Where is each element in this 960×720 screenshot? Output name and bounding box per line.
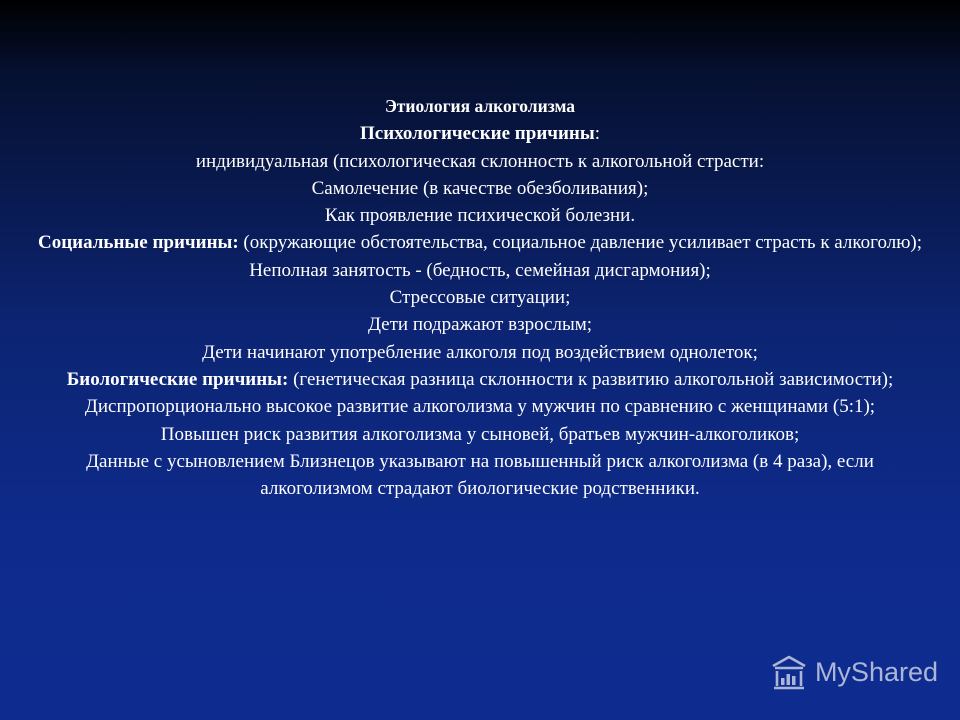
psychological-causes-heading: Психологические причины [360,123,595,145]
watermark-text: MyShared [814,656,938,687]
social-causes-heading: Социальные причины: [37,232,239,254]
social-cause-underemployment: Неполная занятость - (бедность, семейная дисгармония); [249,259,711,281]
slide-content [30,93,930,502]
social-causes-paragraph [30,229,930,256]
psychological-cause-mental-illness: Как проявление психической болезни. [324,205,636,227]
psychological-causes-heading-line [30,120,930,147]
social-cause-imitation: Дети подражают взрослым; [367,314,593,336]
biological-cause-male-ratio: Диспропорционально высокое развитие алкоголизма у мужчин по сравнению с женщинами (5:1); [84,396,876,418]
biological-causes-heading: Биологические причины: [66,368,289,390]
psychological-cause-self-medication: Самолечение (в качестве обезболивания); [311,177,649,199]
building-chart-icon [769,652,809,692]
psychological-causes-colon: : [594,123,600,145]
myshared-watermark [769,652,938,692]
psychological-cause-individual: индивидуальная (психологическая склонность к алкогольной страсти: [195,150,765,172]
biological-causes-paragraph [30,366,930,393]
biological-cause-sons-brothers: Повышен риск развития алкоголизма у сыновей, братьев мужчин-алкоголиков; [160,423,800,445]
slide-title: Этиология алкоголизма [384,96,576,116]
social-causes-text: (окружающие обстоятельства, социальное давление усиливает страсть к алкоголю); [238,232,922,254]
biological-causes-text: (генетическая разница склонности к развитию алкогольной зависимости); [288,368,894,390]
social-cause-stress: Стрессовые ситуации; [389,287,571,309]
biological-cause-twins-adoption: Данные с усыновлением Близнецов указывают на повышенный риск алкоголизма (в 4 раза), если алкоголизмом страдают биологические родственники. [86,450,874,500]
social-cause-peers: Дети начинают употребление алкоголя под воздействием однолеток; [202,341,758,363]
